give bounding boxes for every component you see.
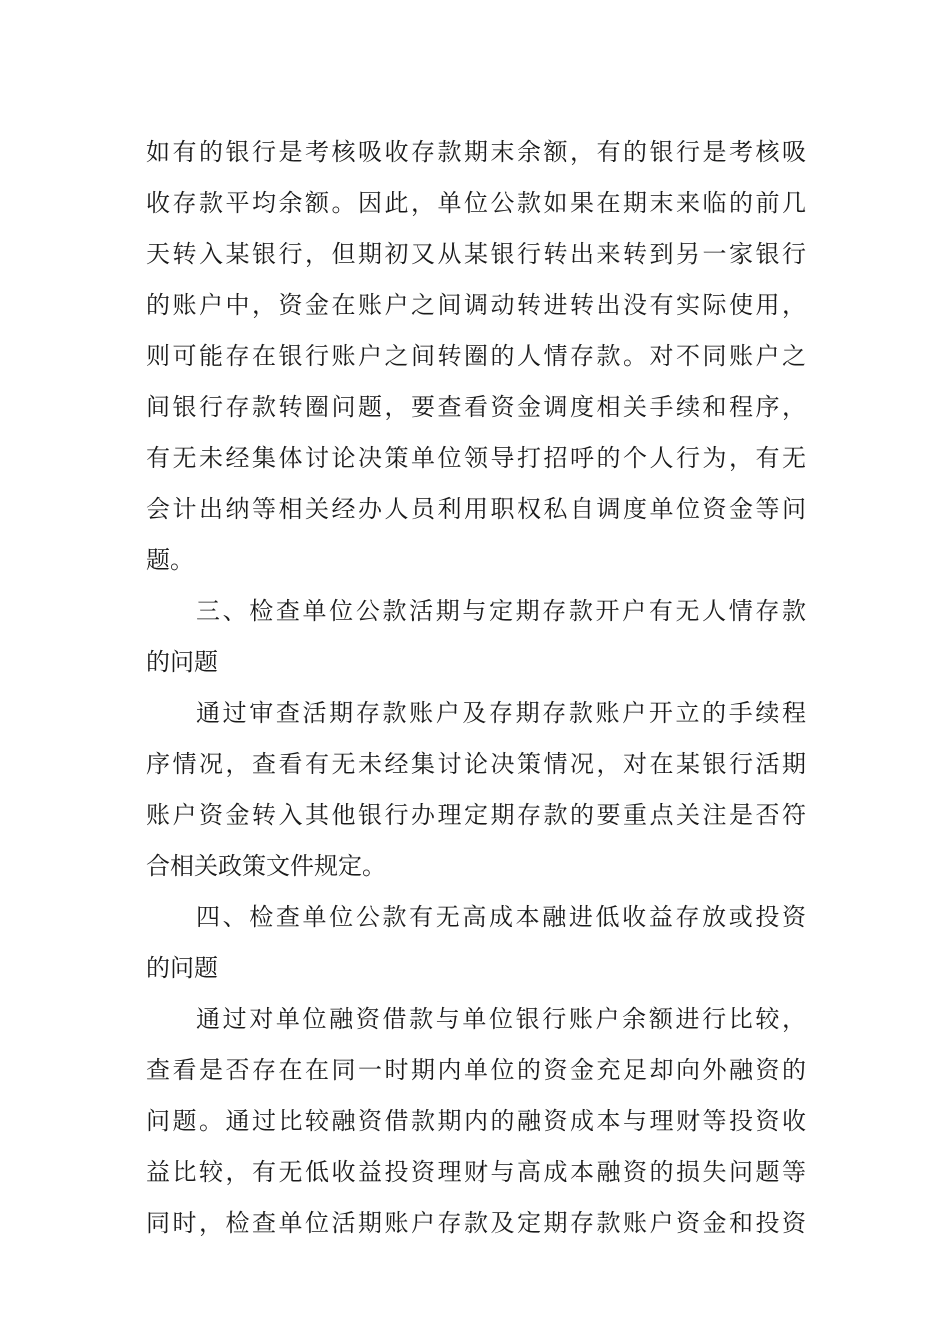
text-line: 如有的银行是考核吸收存款期末余额，有的银行是考核吸 [146, 138, 806, 166]
section-heading-cont: 的问题 [146, 648, 218, 676]
text-line: 同时，检查单位活期账户存款及定期存款账户资金和投资 [146, 1209, 806, 1237]
text-line: 间银行存款转圈问题，要查看资金调度相关手续和程序， [146, 393, 806, 421]
text-line: 合相关政策文件规定。 [146, 852, 386, 880]
text-line: 序情况，查看有无未经集讨论决策情况，对在某银行活期 [146, 750, 806, 778]
text-line: 查看是否存在在同一时期内单位的资金充足却向外融资的 [146, 1056, 806, 1084]
text-line: 则可能存在银行账户之间转圈的人情存款。对不同账户之 [146, 342, 806, 370]
text-line: 益比较，有无低收益投资理财与高成本融资的损失问题等 [146, 1158, 806, 1186]
text-line: 题。 [146, 546, 194, 574]
paragraph-first-line: 通过对单位融资借款与单位银行账户余额进行比较， [196, 1005, 806, 1033]
text-line: 问题。通过比较融资借款期内的融资成本与理财等投资收 [146, 1107, 806, 1135]
text-line: 收存款平均余额。因此，单位公款如果在期末来临的前几 [146, 189, 806, 217]
section-heading: 三、检查单位公款活期与定期存款开户有无人情存款 [196, 597, 806, 625]
text-line: 有无未经集体讨论决策单位领导打招呼的个人行为，有无 [146, 444, 806, 472]
text-line: 天转入某银行，但期初又从某银行转出来转到另一家银行 [146, 240, 806, 268]
text-line: 账户资金转入其他银行办理定期存款的要重点关注是否符 [146, 801, 806, 829]
section-heading-cont: 的问题 [146, 954, 218, 982]
paragraph-first-line: 通过审查活期存款账户及存期存款账户开立的手续程 [196, 699, 806, 727]
section-heading: 四、检查单位公款有无高成本融进低收益存放或投资 [196, 903, 806, 931]
text-line: 的账户中，资金在账户之间调动转进转出没有实际使用， [146, 291, 806, 319]
text-line: 会计出纳等相关经办人员利用职权私自调度单位资金等问 [146, 495, 806, 523]
